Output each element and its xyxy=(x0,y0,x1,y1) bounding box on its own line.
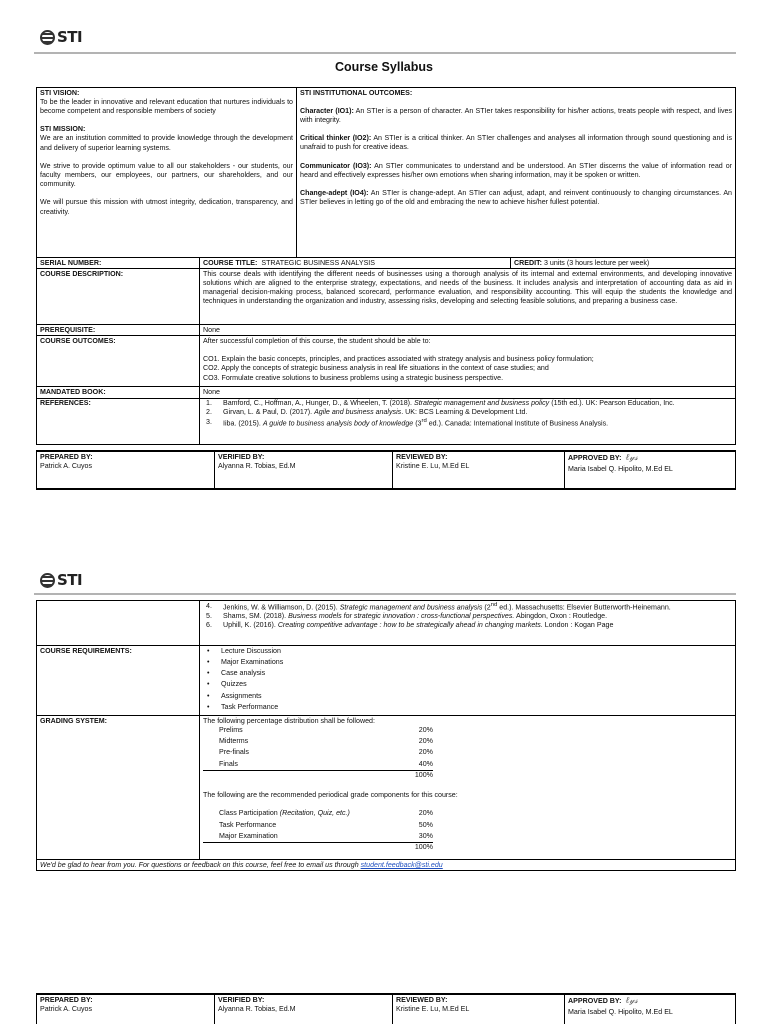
syllabus-table-page2 xyxy=(36,600,736,871)
course-outcomes-cell xyxy=(200,336,736,387)
list-item: • Assignments xyxy=(203,692,732,703)
approved-by-name: Maria Isabel Q. Hipolito, M.Ed EL xyxy=(568,464,673,473)
grade-row: Midterms 20% xyxy=(219,737,433,746)
grading-system-cell xyxy=(200,716,736,860)
course-title-value: STRATEGIC BUSINESS ANALYSIS xyxy=(261,258,376,267)
io2 xyxy=(300,134,732,152)
header-divider xyxy=(34,52,736,54)
header-divider-page2 xyxy=(34,593,736,595)
prepared-by-cell xyxy=(37,451,215,489)
credit-cell xyxy=(511,258,736,269)
co2: CO2. Apply the concepts of strategic business analysis in real life situations in the context of case studies; and xyxy=(203,364,549,373)
logo-text: STI xyxy=(57,571,83,589)
list-item: • Major Examinations xyxy=(203,658,732,669)
globe-icon xyxy=(40,30,55,45)
reference-item: 3. Iiba. (2015). A guide to business analysis body of knowledge (3rd ed.). Canada: International Institute of Business Analysis. xyxy=(206,417,609,427)
component-total-row: 100% xyxy=(414,843,433,852)
feedback-email-link[interactable]: student.feedback@sti.edu xyxy=(360,860,443,869)
list-item: • Lecture Discussion xyxy=(203,647,732,658)
sti-logo xyxy=(40,28,82,48)
course-title-cell xyxy=(200,258,511,269)
reviewed-by-name: Kristine E. Lu, M.Ed EL xyxy=(396,462,470,471)
vision-mission-cell xyxy=(37,88,297,258)
references-continued-label xyxy=(37,601,200,646)
outcomes-label: STI INSTITUTIONAL OUTCOMES: xyxy=(300,88,413,97)
mission-text-2: We strive to provide optimum value to all our stakeholders - our students, our faculty members, our employees, our partners, our shareholders, and our community. xyxy=(40,161,293,189)
course-requirements-label: COURSE REQUIREMENTS: xyxy=(37,646,200,716)
verified-by-name: Alyanna R. Tobias, Ed.M xyxy=(218,462,296,471)
grading-intro-2: The following are the recommended periodical grade components for this course: xyxy=(203,791,458,800)
references-list-1 xyxy=(200,398,736,444)
grade-row: Pre-finals 20% xyxy=(219,748,433,757)
reference-item: 1. Bamford, C., Hoffman, A., Hunger, D., & Wheelen, T. (2018). Strategic management and business policy (15th ed.). UK: Pearson Education, Inc. xyxy=(206,399,675,408)
prerequisite-value: None xyxy=(200,325,736,336)
io3-text: An STIer communicates to understand and be understood. An STIer discerns the value of information read or heard and effectively expresses his/her own emotions when sharing information, may it be spoken or written. xyxy=(300,161,733,179)
references-list-2 xyxy=(200,601,736,646)
globe-icon xyxy=(40,573,55,588)
component-row: Class Participation (Recitation, Quiz, etc.) 20% xyxy=(219,809,433,818)
feedback-note: We'd be glad to hear from you. For questions or feedback on this course, feel free to email us through student.feedback@sti.edu xyxy=(37,860,736,871)
co1: CO1. Explain the basic concepts, principles, and practices associated with strategy analysis and business policy formulation; xyxy=(203,355,594,364)
mandated-book-label: MANDATED BOOK: xyxy=(37,387,200,398)
signature-scribble-icon: ℓ𝓎𝓈 xyxy=(625,996,638,1006)
approved-by-cell xyxy=(565,451,736,489)
references-label: REFERENCES: xyxy=(37,398,200,444)
course-title-label: COURSE TITLE: xyxy=(203,258,258,267)
reviewed-by-label: REVIEWED BY: xyxy=(396,453,448,461)
logo-text: STI xyxy=(57,28,83,46)
requirements-list xyxy=(203,647,732,715)
approved-by-label: APPROVED BY: xyxy=(568,454,622,462)
page-title: Course Syllabus xyxy=(335,60,433,74)
prepared-by-cell xyxy=(37,994,215,1024)
course-description-text: This course deals with identifying the different needs of businesses using a thorough analysis of its internal and external environments, and developing innovative solutions which are aligned to the enterprise strategy, expectations, and needs of the business. It includes analysis and interpretation of accounting data as aid in managerial decision-making process, balanced scorecard, performance evaluation, and responsibility accounting. This will equip the students the knowledge and techniques in understanding the organization and industry, assessing risks, developing and selecting feasible solutions, and preparing a business case. xyxy=(200,269,736,325)
prepared-by-label: PREPARED BY: xyxy=(40,996,93,1004)
credit-label: CREDIT: xyxy=(514,258,542,267)
grading-system-label: GRADING SYSTEM: xyxy=(37,716,200,860)
signature-block-page2 xyxy=(36,993,736,1024)
reference-item: 6. Uphill, K. (2016). Creating competitive advantage : how to be strategically ahead in changing markets. London : Kogan Page xyxy=(206,621,614,630)
prerequisite-label: PREREQUISITE: xyxy=(37,325,200,336)
institutional-outcomes-cell xyxy=(297,88,736,258)
list-item: • Task Performance xyxy=(203,703,732,714)
grade-row: Prelims 20% xyxy=(219,725,433,734)
io2-text: An STIer is a critical thinker. An STIer challenges and analyses all information through sound questioning and is unafraid to push for creative ideas. xyxy=(300,134,733,152)
io2-label: Critical thinker (IO2): xyxy=(300,134,372,143)
credit-value: 3 units (3 hours lecture per week) xyxy=(541,258,650,267)
io1 xyxy=(300,107,732,125)
approved-by-cell xyxy=(565,994,736,1024)
prepared-by-label: PREPARED BY: xyxy=(40,453,93,461)
reviewed-by-cell xyxy=(393,994,565,1024)
grading-intro-1: The following percentage distribution shall be followed: xyxy=(203,716,375,725)
course-description-label: COURSE DESCRIPTION: xyxy=(37,269,200,325)
mandated-book-value: None xyxy=(200,387,736,398)
verified-by-cell xyxy=(215,451,393,489)
course-outcomes-intro: After successful completion of this course, the student should be able to: xyxy=(203,336,431,345)
verified-by-cell xyxy=(215,994,393,1024)
list-item: • Quizzes xyxy=(203,680,732,691)
prepared-by-name: Patrick A. Cuyos xyxy=(40,462,93,471)
reviewed-by-cell xyxy=(393,451,565,489)
course-outcomes-label: COURSE OUTCOMES: xyxy=(37,336,200,387)
grade-row: Finals 40% xyxy=(203,760,732,771)
signature-scribble-icon: ℓ𝓎𝓈 xyxy=(625,453,638,463)
io4-label: Change-adept (IO4): xyxy=(300,189,369,198)
verified-by-name: Alyanna R. Tobias, Ed.M xyxy=(218,1005,296,1014)
co3: CO3. Formulate creative solutions to business problems using a strategic business perspective. xyxy=(203,373,504,382)
sti-logo-page2 xyxy=(40,571,82,591)
mission-text-1: We are an institution committed to provide knowledge through the development and delivery of superior learning systems. xyxy=(40,134,293,152)
approved-by-name: Maria Isabel Q. Hipolito, M.Ed EL xyxy=(568,1007,673,1016)
io1-label: Character (IO1): xyxy=(300,106,354,115)
reference-item: 2. Girvan, L. & Paul, D. (2017). Agile and business analysis. UK: BCS Learning & Development Ltd. xyxy=(206,408,528,417)
serial-number-label: SERIAL NUMBER: xyxy=(37,258,200,269)
component-row: Task Performance 50% xyxy=(219,820,433,829)
vision-text: To be the leader in innovative and relevant education that nurtures individuals to become competent and responsible members of society xyxy=(40,97,293,115)
reviewed-by-label: REVIEWED BY: xyxy=(396,996,448,1004)
vision-label: STI VISION: xyxy=(40,88,80,97)
verified-by-label: VERIFIED BY: xyxy=(218,996,265,1004)
io3 xyxy=(300,162,732,180)
io3-label: Communicator (IO3): xyxy=(300,161,372,170)
verified-by-label: VERIFIED BY: xyxy=(218,453,265,461)
signature-block xyxy=(36,450,736,490)
io1-text: An STIer is a person of character. An STIer takes responsibility for his/her actions, treats people with respect, and lives with integrity. xyxy=(300,106,732,124)
reviewed-by-name: Kristine E. Lu, M.Ed EL xyxy=(396,1005,470,1014)
mission-text-3: We will pursue this mission with utmost integrity, dedication, transparency, and creativity. xyxy=(40,198,293,216)
grade-total-row: 100% xyxy=(414,770,433,779)
reference-item: 4. Jenkins, W. & Williamson, D. (2015). Strategic management and business analysis (2nd ed.). Massachusetts: Elsevier Butterworth-Heinemann. xyxy=(206,601,671,611)
syllabus-table xyxy=(36,87,736,445)
component-row: Major Examination 30% xyxy=(203,832,732,843)
course-requirements-cell xyxy=(200,646,736,716)
io4-text: An STIer is change-adept. An STIer can adjust, adapt, and reinvent continuously to changing circumstances. An STIer believes in letting go of the old and embracing the new to achieve his/her fullest potential. xyxy=(300,189,733,207)
approved-by-label: APPROVED BY: xyxy=(568,997,622,1005)
list-item: • Case analysis xyxy=(203,669,732,680)
io4 xyxy=(300,189,732,207)
mission-label: STI MISSION: xyxy=(40,125,86,134)
prepared-by-name: Patrick A. Cuyos xyxy=(40,1005,93,1014)
reference-item: 5. Shams, SM. (2018). Business models for strategic innovation : cross-functional perspectives. Abingdon, Oxon : Routledge. xyxy=(206,612,608,621)
